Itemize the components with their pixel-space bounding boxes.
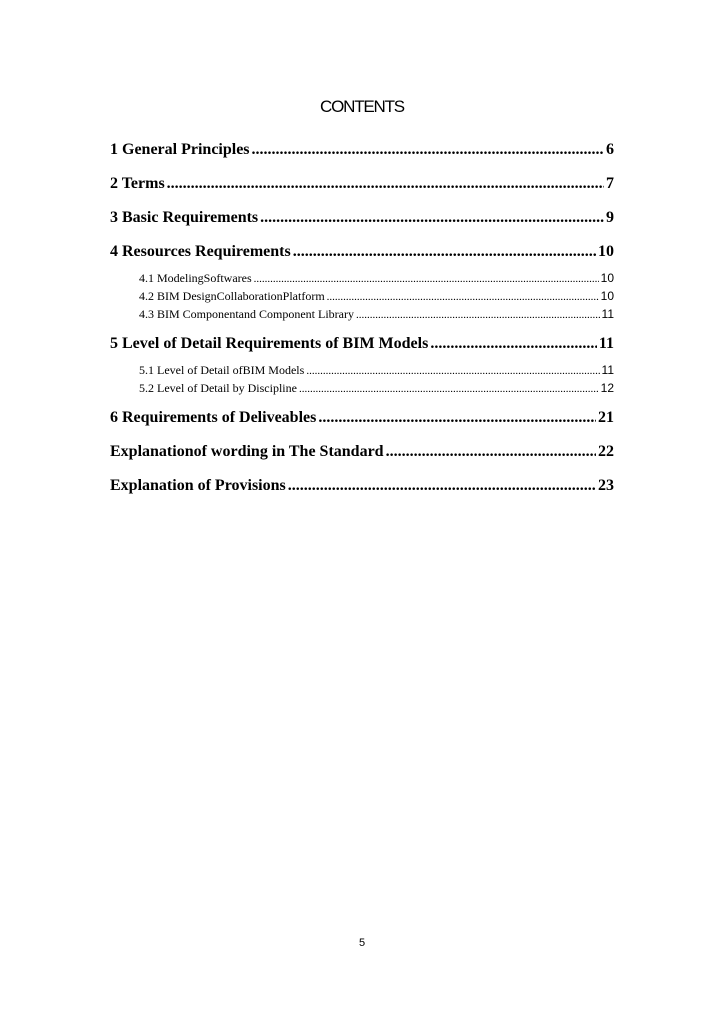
toc-entry-chapter-4[interactable] (110, 239, 614, 265)
dot-leader (254, 270, 599, 288)
toc-entry-page: 6 (606, 141, 614, 158)
toc-entry-explanation-of-provisions[interactable] (110, 473, 614, 499)
toc-entry-title: Explanationof wording in The Standard (110, 443, 384, 460)
dot-leader (299, 380, 599, 398)
toc-entry-title: 5.1 Level of Detail ofBIM Models (139, 363, 305, 377)
toc-entry-chapter-2[interactable] (110, 171, 614, 197)
dot-leader (386, 439, 596, 465)
dot-leader (306, 362, 599, 380)
toc-entry-section-4-3[interactable] (110, 305, 614, 323)
page-number: 5 (358, 937, 366, 949)
toc-entry-page: 11 (601, 307, 614, 321)
toc-entry-title: 4.2 BIM DesignCollaborationPlatform (139, 289, 325, 303)
toc-entry-page: 11 (598, 335, 614, 352)
toc-entry-page: 22 (598, 443, 614, 460)
dot-leader (167, 171, 604, 197)
dot-leader (430, 331, 597, 357)
toc-entry-page: 21 (598, 409, 614, 426)
toc-entry-page: 12 (600, 381, 614, 395)
toc-entry-page: 11 (601, 363, 614, 377)
toc-entry-title: 2 Terms (110, 175, 165, 192)
toc-entry-section-5-1[interactable] (110, 361, 614, 379)
toc-entry-title: 4.3 BIM Componentand Component Library (139, 307, 354, 321)
toc-entry-title: 4.1 ModelingSoftwares (139, 271, 252, 285)
toc-entry-title: 6 Requirements of Deliveables (110, 409, 317, 426)
contents-heading: CONTENTS (320, 97, 404, 116)
dot-leader (327, 288, 599, 306)
toc-entry-page: 7 (606, 175, 614, 192)
table-of-contents (110, 137, 614, 499)
dot-leader (252, 137, 604, 163)
toc-entry-page: 10 (600, 271, 614, 285)
toc-entry-section-5-2[interactable] (110, 379, 614, 397)
toc-entry-title: 5 Level of Detail Requirements of BIM Models (110, 335, 429, 352)
toc-entry-page: 10 (600, 289, 614, 303)
toc-entry-chapter-1[interactable] (110, 137, 614, 163)
dot-leader (293, 239, 596, 265)
dot-leader (318, 405, 596, 431)
dot-leader (356, 306, 600, 324)
toc-entry-page: 10 (598, 243, 614, 260)
toc-entry-title: 4 Resources Requirements (110, 243, 291, 260)
dot-leader (260, 205, 604, 231)
toc-entry-chapter-3[interactable] (110, 205, 614, 231)
toc-entry-chapter-5[interactable] (110, 331, 614, 357)
dot-leader (288, 473, 596, 499)
toc-entry-title: Explanation of Provisions (110, 477, 286, 494)
toc-entry-chapter-6[interactable] (110, 405, 614, 431)
toc-entry-section-4-1[interactable] (110, 269, 614, 287)
toc-entry-page: 23 (598, 477, 614, 494)
toc-entry-explanation-of-wording[interactable] (110, 439, 614, 465)
toc-entry-page: 9 (606, 209, 614, 226)
toc-entry-title: 5.2 Level of Detail by Discipline (139, 381, 297, 395)
toc-entry-title: 1 General Principles (110, 141, 250, 158)
toc-entry-title: 3 Basic Requirements (110, 209, 259, 226)
toc-entry-section-4-2[interactable] (110, 287, 614, 305)
